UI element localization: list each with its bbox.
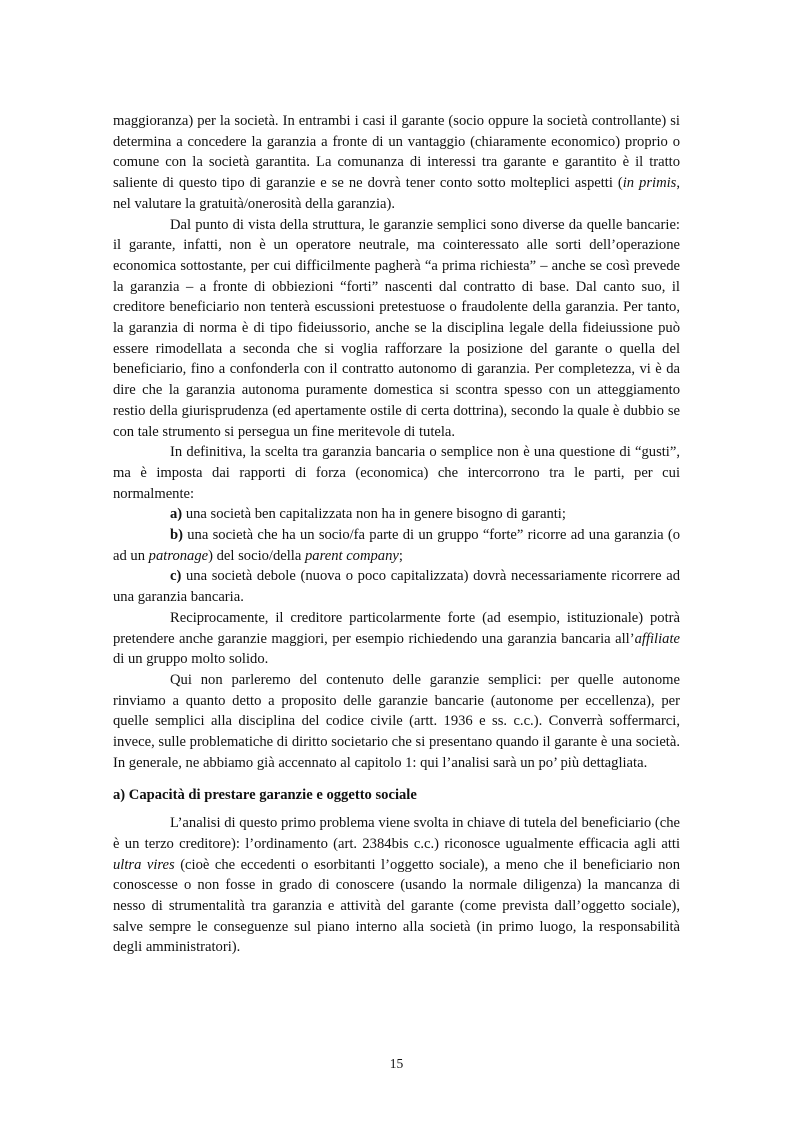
text-run: una società debole (nuova o poco capitalizzata) dovrà necessariamente ricorrere ad una garanzia bancaria. [113,568,680,606]
text-run: maggioranza) per la società. In entrambi i casi il garante (socio oppure la società controllante) si determina a concedere la garanzia a fronte di un vantaggio (chiaramente economico) proprio o comune con la società garantita. La comunanza di interessi tra garante e garantito è il tratto saliente di questo tipo di garanzie e se ne dovrà tener conto sotto molteplici aspetti ( [113,113,680,192]
text-run: L’analisi di questo primo problema viene svolta in chiave di tutela del beneficiario (che è un terzo creditore): l’ordinamento (art. 2384bis c.c.) riconosce ugualmente efficacia agli atti [113,815,680,852]
italic-term: patronage [148,547,209,564]
text-run: In definitiva, la scelta tra garanzia bancaria o semplice non è una questione di “gusti”, ma è imposta dai rapporti di forza (economica) che intercorrono tra le parti, per cui normalmente: [113,444,680,502]
list-item-b [113,525,680,566]
page-number: 15 [389,1056,404,1071]
text-run: Dal punto di vista della struttura, le garanzie semplici sono diverse da quelle bancarie: il garante, infatti, non è un operatore neutrale, ma cointeressato alle sorti dell’operazione economica sottostante, per cui difficilmente pagherà “a prima richiesta” – anche se così prevede la garanzia – a fronte di obbiezioni “forti” nascenti dal contratto di base. Dal canto suo, il creditore beneficiario non tenterà escussioni pretestuose o fraudolente della garanzia. Per tanto, la garanzia di norma è di tipo fideiussorio, anche se la disciplina legale della fideiussione può essere rimodellata a seconda che si voglia rafforzare la posizione del garante o quella del beneficiario, fino a confonderla con il contratto autonomo di garanzia. Per completezza, vi è da dire che la garanzia autonoma puramente domestica si scontra spesso con un atteggiamento restio della giurisprudenza (ed apertamente ostile di certa dottrina), secondo la quale è dubbio se con tale strumento si persegua un fine meritevole di tutela. [113,216,680,440]
paragraph [113,813,680,958]
text-run: una società ben capitalizzata non ha in genere bisogno di garanti; [182,506,566,523]
list-item-c [113,566,680,607]
text-run: (cioè che eccedenti o esorbitanti l’oggetto sociale), a meno che il beneficiario non conoscesse o non fosse in grado di conoscere (usando la normale diligenza) la mancanza di nesso di strumentalità tra garanzia e attività del garante (come prevista dall’oggetto sociale), salve sempre le conseguenze sul piano interno alla società (in primo luogo, la responsabilità degli amministratori). [113,856,681,956]
paragraph [113,111,680,215]
text-run: Reciprocamente, il creditore particolarmente forte (ad esempio, istituzionale) potrà pretendere anche garanzie maggiori, per esempio richiedendo una garanzia bancaria all’ [113,609,680,647]
paragraph [113,608,680,670]
list-marker: b) [170,527,183,544]
list-item-a [113,504,680,525]
italic-term: ultra vires [113,856,175,873]
paragraph [113,215,680,443]
italic-term: affiliate [634,630,680,647]
italic-term: in primis [622,175,677,192]
text-run: ; [398,547,403,564]
text-run: di un gruppo molto solido. [113,651,269,668]
section-heading: a) Capacità di prestare garanzie e oggetto sociale [113,786,417,803]
list-marker: a) [170,506,183,523]
italic-term: parent company [304,547,399,564]
list-marker: c) [170,568,182,585]
text-run: Qui non parleremo del contenuto delle garanzie semplici: per quelle autonome rinviamo a quanto detto a proposito delle garanzie bancarie (autonome per eccellenza), per quelle semplici alla disciplina del codice civile (artt. 1936 e ss. c.c.). Converrà soffermarci, invece, sulle problematiche di diritto societario che si presentano quando il garante è una società. In generale, ne abbiamo già accennato al capitolo 1: qui l’analisi sarà un po’ più dettagliata. [113,671,680,771]
text-run: una società che ha un socio/fa parte di un gruppo “forte” ricorre ad una garanzia (o ad un [113,527,680,564]
document-body [113,111,680,958]
text-run: ) del socio/della [208,547,305,564]
text-run: , nel valutare la gratuità/onerosità della garanzia). [113,175,680,212]
paragraph [113,670,680,774]
paragraph [113,442,680,504]
